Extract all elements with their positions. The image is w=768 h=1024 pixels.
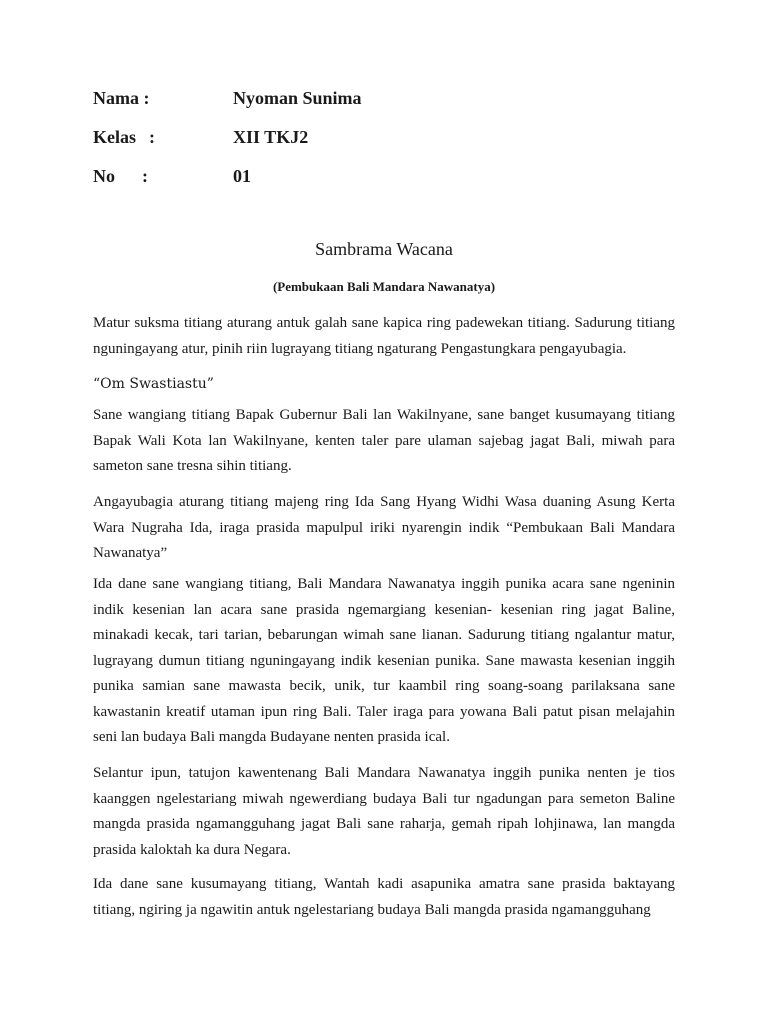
paragraph-3: Angayubagia aturang titiang majeng ring Ida Sang Hyang Widhi Wasa duaning Asung Kerta Wara Nugraha Ida, iraga prasida mapulpul iriki nyarengin indik “Pembukaan Bali Mandara Nawanatya”: [93, 494, 675, 561]
no-colon: :: [142, 166, 148, 186]
paragraph-2: Sane wangiang titiang Bapak Gubernur Bali lan Wakilnyane, sane banget kusumayang titiang Bapak Wali Kota lan Wakilnyane, kenten taler pare ulaman sajebag jagat Bali, miwah para sameton sane tresna sihin titiang.: [93, 407, 675, 474]
document-title: Sambrama Wacana: [315, 239, 453, 259]
no-value: 01: [233, 166, 251, 186]
paragraph-6: Ida dane sane kusumayang titiang, Wantah kadi asapunika amatra sane prasida baktayang titiang, ngiring ja ngawitin antuk ngelestariang budaya Bali mangda prasida ngamangguhang: [93, 876, 675, 918]
document-subtitle: (Pembukaan Bali Mandara Nawanatya): [272, 279, 496, 294]
kelas-value: XII TKJ2: [233, 127, 309, 147]
paragraph-1: Matur suksma titiang aturang antuk galah sane kapica ring padewekan titiang. Sadurung titiang nguningayang atur, pinih riin lugrayang titiang ngaturang Pengastungkara pengayubagia.: [93, 315, 675, 357]
greeting-text: “Om Swastiastu”: [93, 376, 214, 392]
nama-label: Nama :: [93, 88, 150, 108]
nama-value: Nyoman Sunima: [233, 88, 362, 108]
paragraph-4: Ida dane sane wangiang titiang, Bali Mandara Nawanatya inggih punika acara sane ngeninin indik kesenian lan acara sane prasida ngemargiang kesenian- kesenian ring jagat Baline, minakadi kecak, tari tarian, bebarungan wimah sane lianan. Sadurung titiang ngalantur matur, lugrayang dumun titiang nguningayang indik kesenian punika. Sane mawasta kesenian inggih punika samian sane mawasta becik, unik, tur kaambil ring soang-soang parilaksana sane kawastanin kreatif utaman ipun ring Bali. Taler iraga para yowana Bali patut pisan melajahin seni lan budaya Bali mangda Budayane nenten prasida ical.: [93, 576, 675, 745]
no-label: No: [93, 166, 115, 186]
kelas-label: Kelas: [93, 127, 136, 147]
paragraph-5: Selantur ipun, tatujon kawentenang Bali Mandara Nawanatya inggih punika nenten je tios kaanggen ngelestariang miwah ngewerdiang budaya Bali tur ngadungan para semeton Baline mangda prasida ngamangguhang jagat Bali sane raharja, gemah ripah lohjinawa, lan mangda prasida kaloktah ka dura Negara.: [93, 765, 675, 858]
kelas-colon: :: [149, 127, 155, 147]
